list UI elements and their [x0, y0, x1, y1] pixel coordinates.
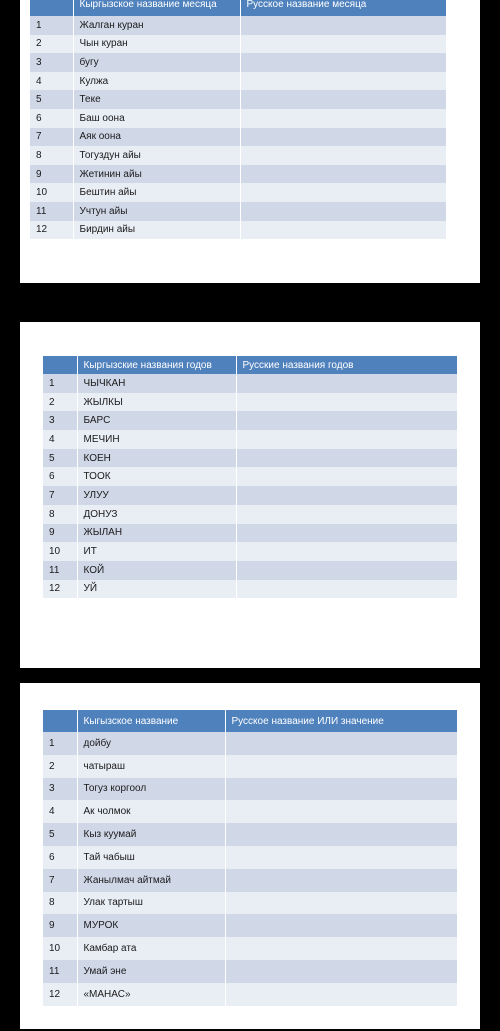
russian-name-cell: [225, 800, 457, 823]
russian-name-cell: [240, 202, 446, 221]
row-number-cell: 4: [30, 72, 73, 91]
row-number-cell: 3: [30, 53, 73, 72]
panel-years: [20, 322, 480, 668]
kyrgyz-name-cell: МЕЧИН: [77, 430, 236, 449]
kyrgyz-name-cell: ЖЫЛАН: [77, 524, 236, 543]
table-row: [30, 165, 446, 184]
kyrgyz-name-cell: Умай эне: [77, 960, 225, 983]
table-row: [30, 128, 446, 147]
kyrgyz-name-cell: Жанылмач айтмай: [77, 869, 225, 892]
table-row: [43, 411, 457, 430]
column-header: [43, 356, 77, 374]
kyrgyz-name-cell: Жалган куран: [73, 16, 240, 35]
russian-name-cell: [240, 165, 446, 184]
kyrgyz-name-cell: дойбу: [77, 732, 225, 755]
kyrgyz-name-cell: Тай чабыш: [77, 846, 225, 869]
russian-name-cell: [225, 960, 457, 983]
panel-games: [20, 683, 480, 1029]
table-row: [43, 486, 457, 505]
russian-name-cell: [240, 35, 446, 54]
kyrgyz-name-cell: БАРС: [77, 411, 236, 430]
russian-name-cell: [225, 914, 457, 937]
row-number-cell: 8: [43, 892, 77, 915]
table-row: [30, 35, 446, 54]
russian-name-cell: [240, 128, 446, 147]
row-number-cell: 9: [30, 165, 73, 184]
row-number-cell: 8: [30, 146, 73, 165]
row-number-cell: 3: [43, 411, 77, 430]
games-table: [43, 710, 458, 1006]
kyrgyz-name-cell: Тогуз коргоол: [77, 778, 225, 801]
russian-name-cell: [236, 411, 457, 430]
table-row: [43, 800, 457, 823]
column-header: Русское название месяца: [240, 0, 446, 16]
row-number-cell: 7: [43, 486, 77, 505]
table-row: [43, 505, 457, 524]
row-number-cell: 12: [43, 983, 77, 1006]
kyrgyz-name-cell: ДОНУЗ: [77, 505, 236, 524]
years-table: [43, 356, 458, 598]
row-number-cell: 4: [43, 800, 77, 823]
russian-name-cell: [225, 778, 457, 801]
kyrgyz-name-cell: Бештин айы: [73, 183, 240, 202]
kyrgyz-name-cell: Бирдин айы: [73, 221, 240, 240]
russian-name-cell: [240, 16, 446, 35]
row-number-cell: 7: [43, 869, 77, 892]
russian-name-cell: [240, 53, 446, 72]
russian-name-cell: [236, 467, 457, 486]
russian-name-cell: [225, 869, 457, 892]
table-row: [43, 755, 457, 778]
row-number-cell: 4: [43, 430, 77, 449]
russian-name-cell: [240, 90, 446, 109]
row-number-cell: 6: [30, 109, 73, 128]
russian-name-cell: [240, 146, 446, 165]
table-row: [43, 983, 457, 1006]
row-number-cell: 2: [43, 755, 77, 778]
table-row: [43, 914, 457, 937]
table-row: [43, 732, 457, 755]
russian-name-cell: [240, 183, 446, 202]
russian-name-cell: [236, 449, 457, 468]
table-row: [43, 430, 457, 449]
table-row: [43, 449, 457, 468]
table-row: [43, 561, 457, 580]
russian-name-cell: [236, 580, 457, 599]
row-number-cell: 11: [43, 960, 77, 983]
kyrgyz-name-cell: КОЕН: [77, 449, 236, 468]
kyrgyz-name-cell: МУРОК: [77, 914, 225, 937]
kyrgyz-name-cell: Тогуздун айы: [73, 146, 240, 165]
kyrgyz-name-cell: Кыз куумай: [77, 823, 225, 846]
panel-months: [20, 0, 480, 283]
row-number-cell: 10: [30, 183, 73, 202]
table-row: [30, 146, 446, 165]
header-row: [43, 356, 457, 374]
kyrgyz-name-cell: Жетинин айы: [73, 165, 240, 184]
russian-name-cell: [225, 823, 457, 846]
column-header: Русские названия годов: [236, 356, 457, 374]
table-row: [43, 892, 457, 915]
russian-name-cell: [225, 983, 457, 1006]
table-row: [43, 374, 457, 393]
table-row: [30, 221, 446, 240]
russian-name-cell: [225, 892, 457, 915]
kyrgyz-name-cell: Учтун айы: [73, 202, 240, 221]
column-header: Кыргызское название месяца: [73, 0, 240, 16]
russian-name-cell: [236, 374, 457, 393]
table-row: [43, 846, 457, 869]
kyrgyz-name-cell: Чын куран: [73, 35, 240, 54]
table-row: [43, 524, 457, 543]
column-header: Кыргызские названия годов: [77, 356, 236, 374]
russian-name-cell: [225, 937, 457, 960]
russian-name-cell: [240, 109, 446, 128]
kyrgyz-name-cell: ЧЫЧКАН: [77, 374, 236, 393]
russian-name-cell: [236, 430, 457, 449]
kyrgyz-name-cell: Камбар ата: [77, 937, 225, 960]
row-number-cell: 6: [43, 846, 77, 869]
table-row: [30, 90, 446, 109]
kyrgyz-name-cell: ЖЫЛКЫ: [77, 393, 236, 412]
table-row: [30, 202, 446, 221]
kyrgyz-name-cell: Теке: [73, 90, 240, 109]
table-row: [43, 393, 457, 412]
russian-name-cell: [240, 221, 446, 240]
kyrgyz-name-cell: Аяк оона: [73, 128, 240, 147]
russian-name-cell: [236, 542, 457, 561]
row-number-cell: 12: [30, 221, 73, 240]
russian-name-cell: [236, 486, 457, 505]
kyrgyz-name-cell: УЛУУ: [77, 486, 236, 505]
table-row: [43, 823, 457, 846]
table-row: [43, 467, 457, 486]
russian-name-cell: [236, 561, 457, 580]
table-row: [43, 937, 457, 960]
kyrgyz-name-cell: ТООК: [77, 467, 236, 486]
row-number-cell: 2: [30, 35, 73, 54]
table-row: [30, 183, 446, 202]
row-number-cell: 1: [43, 732, 77, 755]
table-row: [43, 960, 457, 983]
kyrgyz-name-cell: ИТ: [77, 542, 236, 561]
russian-name-cell: [225, 846, 457, 869]
table-row: [43, 778, 457, 801]
row-number-cell: 1: [30, 16, 73, 35]
table-row: [30, 72, 446, 91]
column-header: [43, 710, 77, 732]
table-row: [43, 542, 457, 561]
row-number-cell: 5: [43, 823, 77, 846]
row-number-cell: 1: [43, 374, 77, 393]
kyrgyz-name-cell: бугу: [73, 53, 240, 72]
kyrgyz-name-cell: Улак тартыш: [77, 892, 225, 915]
russian-name-cell: [225, 755, 457, 778]
table-row: [30, 16, 446, 35]
row-number-cell: 12: [43, 580, 77, 599]
row-number-cell: 10: [43, 542, 77, 561]
row-number-cell: 8: [43, 505, 77, 524]
row-number-cell: 11: [43, 561, 77, 580]
table-row: [30, 109, 446, 128]
months-table: [30, 0, 447, 239]
column-header: Русское название ИЛИ значение: [225, 710, 457, 732]
kyrgyz-name-cell: УЙ: [77, 580, 236, 599]
row-number-cell: 3: [43, 778, 77, 801]
row-number-cell: 5: [30, 90, 73, 109]
table-row: [30, 53, 446, 72]
table-row: [43, 580, 457, 599]
row-number-cell: 5: [43, 449, 77, 468]
russian-name-cell: [236, 524, 457, 543]
row-number-cell: 2: [43, 393, 77, 412]
row-number-cell: 7: [30, 128, 73, 147]
kyrgyz-name-cell: Кулжа: [73, 72, 240, 91]
kyrgyz-name-cell: Баш оона: [73, 109, 240, 128]
row-number-cell: 11: [30, 202, 73, 221]
russian-name-cell: [240, 72, 446, 91]
kyrgyz-name-cell: чатыраш: [77, 755, 225, 778]
russian-name-cell: [225, 732, 457, 755]
table-row: [43, 869, 457, 892]
kyrgyz-name-cell: «МАНАС»: [77, 983, 225, 1006]
kyrgyz-name-cell: Ак чолмок: [77, 800, 225, 823]
column-header: Кыгызское название: [77, 710, 225, 732]
row-number-cell: 9: [43, 914, 77, 937]
column-header: [30, 0, 73, 16]
russian-name-cell: [236, 505, 457, 524]
header-row: [43, 710, 457, 732]
row-number-cell: 6: [43, 467, 77, 486]
kyrgyz-name-cell: КОЙ: [77, 561, 236, 580]
russian-name-cell: [236, 393, 457, 412]
row-number-cell: 9: [43, 524, 77, 543]
header-row: [30, 0, 446, 16]
row-number-cell: 10: [43, 937, 77, 960]
